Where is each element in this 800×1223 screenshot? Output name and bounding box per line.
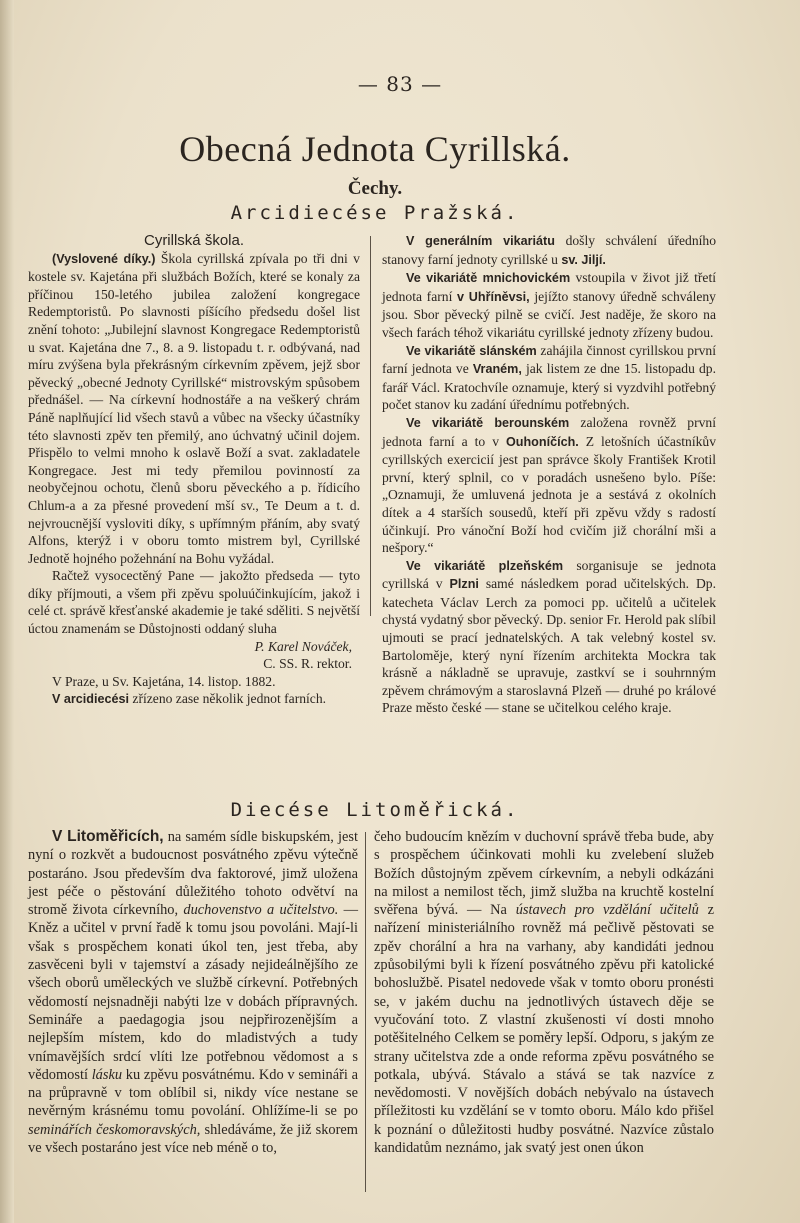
paragraph-text: ku zpěvu posvátnému. Kdo v semináři a na průpravně v tom oblíbil si, nikdy více nestane se nevěrným krásnému tomu povolání. Ohlížíme-li se po [28, 1066, 358, 1120]
bold-lead: Ve vikariátě slánském [406, 343, 537, 358]
paragraph-text: čeho budoucím knězím v duchovní správě třeba bude, aby s prospěchem účinkovati mohli ku zvelebení služeb Božích důstojným zpěvem církevním, a nebyli odkázáni na milost a nemilost těch, jimž služba na kruchtě kostelní svěřena bývá. — Na [374, 829, 714, 919]
bold-lead: (Vyslovené díky.) [52, 251, 156, 266]
column-right-praha [382, 232, 716, 717]
column-left-praha [28, 232, 360, 709]
column-right-litomerice [374, 828, 714, 1157]
paragraph-text: jejížto stanovy úředně schváleny jsou. Sbor pěvecký pilně se cvičí. Jest naděje, že skoro na všech farách téhož vikariátu cyrillské jednoty zřízeny budou. [382, 288, 716, 340]
paragraph-text: vstoupila v život již třetí jednota farní [382, 270, 716, 304]
page-title: Obecná Jednota Cyrillská. [179, 129, 571, 169]
bold-place: Plzni [449, 577, 479, 592]
paragraph-text: shledáváme, že již skorem ve všech postaráno jest více neb méně o to, [28, 1121, 358, 1157]
italic-text: lásku [91, 1066, 123, 1083]
bold-place: Vraném, [472, 362, 522, 377]
italic-text: duchovenstvo a učitelstvo. [183, 902, 339, 919]
bold-lead: Ve vikariátě berounském [406, 415, 570, 430]
paragraph-text: z nařízení ministeriálního rovněž má pečlivě pěstovati se zpěv chorální a hra na varhany, aby kandidáti jednou způsobilými byli k řízení posvátného zpěvu při katolické bohoslužbě. Pisatel nedovede však v tomto oboru pronésti se, v jakém duchu na jednotlivých ústavech děje se vyučování toto. Z vlastní zkušenosti ví dosti mnoho potěšitelného Celkem se poměry lepší. Odporu, s jakým ze strany učitelstva zde a onde reforma zpěvu posvátného se potkala, ubývá. Stávalo a stává se tak nazvíce z nevědomosti. V novějších dobách nebývalo na ústavech příležitosti ku vzdělání se v tomto oboru. Málo kdo přišel k poznání o důležitosti hudby posvátné. Nazvíce zůstalo kandidatům neznámo, jak svatý jest onen úkon [374, 902, 714, 1157]
bold-place: v Uhříněvsi, [457, 289, 530, 304]
section-heading-praha: Arcidiecése Pražská. [230, 202, 520, 224]
paragraph-text: samé následkem porad učitelských. Dp. katecheta Václav Lerch za pomoci pp. učitelů a učitelek chystá vydatný sbor pěvecký. Dp. senior Fr. Herold pak slíbil ujmouti se prací jednatelských. A tak velebný kostel sv. Bartoloměje, který nyní řízením architekta Mockra tak krásně a nákladně se upravuje, zastkví se i souhrnným zpěvem chrámovým a staroslavná Plzeň — druhé po králové Praze město české — stane se učitelkou celého kraje. [382, 576, 716, 716]
bold-lead: V generálním vikariátu [406, 234, 555, 248]
bold-place: Ouhoníčích. [506, 434, 579, 449]
region-subtitle: Čechy. [347, 178, 403, 199]
paragraph: Račtež vysocectěný Pane — jakožto předseda — tyto díky příjmouti, a všem při zpěvu spoluúčinkujícím, jakož i celé ct. správě křesťanské akademie je také sděliti. S největší úctou znamenám se Důstojnosti oddaný sluha [28, 568, 360, 637]
bold-lead: Ve vikariátě mnichovickém [406, 271, 571, 286]
paragraph-text: došly schválení úředního stanovy farní jednoty cyrillské u [382, 233, 716, 267]
paragraph [382, 269, 716, 341]
signature-name: P. Karel Nováček, [254, 638, 352, 654]
paragraph-text: zahájila činnost cyrillskou první farní jednota ve [382, 342, 717, 377]
paragraph [374, 828, 714, 1157]
paragraph-text: — Kněz a učitel v první řadě k tomu jsou povoláni. Mají-li však s prospěchem konati úkol ten, jest třeba, aby zasvěceni byli v tajemství a zásady nejideálnějšího ze všech oborů uměleckých ve službě církevní. Potřebných vědomostí nejsnadněji nabýti lze v dobách přípravných. Semináře a paedagogia jsou nejpřirozenějším a nejlepším místem, kdo do mladistvých a tudy vnímavějších srdcí vlíti lze potřebnou vědomost a s vědomostí [28, 902, 358, 1083]
paragraph [28, 250, 360, 568]
column-left-litomerice [28, 828, 358, 1157]
paragraph-text: sorganisuje se jednota cyrillská v [382, 557, 716, 592]
paragraph [382, 232, 716, 269]
paragraph-text: na samém sídle biskupském, jest nyní o rozkvět a budoucnost posvátného zpěvu výtečně postaráno. Jsou především dva faktorové, jimž uložena jest péče o pěstování důležitého tohoto odvětví na stromě života církevního, [28, 829, 358, 919]
signature-role: C. SS. R. rektor. [263, 656, 352, 672]
paragraph [382, 414, 716, 557]
page-number: — 83 — [357, 72, 443, 96]
paragraph-text: zřízeno zase několik jednot farních. [129, 691, 327, 707]
place-date: V Praze, u Sv. Kajetána, 14. listop. 1882. [52, 673, 276, 689]
subheading-cyrillska-skola: Cyrillská škola. [143, 232, 245, 249]
italic-text: seminářích českomoravských, [28, 1121, 201, 1138]
paragraph [382, 342, 716, 414]
bold-lead: Ve vikariátě plzeňském [406, 558, 564, 573]
bold-lead: V Litoměřicích, [52, 828, 164, 845]
column-divider [370, 236, 371, 616]
paragraph [382, 557, 716, 717]
section-heading-litomerice: Diecése Litoměřická. [230, 799, 520, 821]
bold-lead: V arcidiecési [52, 692, 130, 707]
paragraph [28, 690, 360, 709]
paragraph-text: Z letošních účastníkův cyrillských exercicií jest pan správce školy František Krotil první, který splnil, co v poradách usnešeno bylo. Píše: „Oznamuji, že umluvená jednota je a sestává z okolních dítek a 4 starších sousedů, kteří při zpěvu vždy s radostí účinkují. Pro vánoční Boží hod cvičím již chorální mši a nešpory.“ [382, 433, 716, 556]
paragraph-text: Škola cyrillská zpívala po tři dni v kostele sv. Kajetána při službách Božích, které se konaly za příčinou 150-letého jubilea založení kongregace Redemptoristů. Po slavnosti píšícího předsedu došel list znění tohoto: „Jubilejní slavnost Kongregace Redemptoristů u svat. Kajetána dne 7., 8. a 9. listopadu t. r. odbývaná, nad míru zvýšena byla překrásným církevním zpěvem, jejž sbor pěvecký „obecné Jednoty Cyrillské“ mistrovským spůsobem přednášel. — Na církevní hodnostáře a na veškerý chrám Páně naplňující lid všech stavů a vůbec na všecky účastníky této slavnosti zpěv ten přemilý, ano úchvatný učinil dojem. Přispělo to velmi mnoho k oslavě Boží a svat. zakladatele Kongregace. Jest mi tedy přemilou povinností za neobyčejnou ochotu, členů sboru pěveckého a p. řídicího Chlum-a a za přesné provedení mší sv., Te Deum a t. d. nejvroucnější vysloviti díky, s upřímným přáním, aby svatý Alfons, kterýž i v oboru tomto mistrem byl, Cyrillské Jednotě hojného požehnání na Bohu vyžádal. [28, 250, 360, 566]
paragraph [28, 828, 358, 1157]
paragraph-text: založena rovněž první jednota farní a to v [382, 414, 716, 449]
column-divider [365, 832, 366, 1192]
italic-text: ústavech pro vzdělání učitelů [515, 902, 699, 919]
bold-place: sv. Jiljí. [561, 252, 606, 267]
paragraph-text: jak listem ze dne 15. listopadu dp. farář Václ. Kratochvíle oznamuje, který si vyzdvihl potřebný počet stanov ku zadání úřednímu potřebných. [382, 361, 716, 413]
